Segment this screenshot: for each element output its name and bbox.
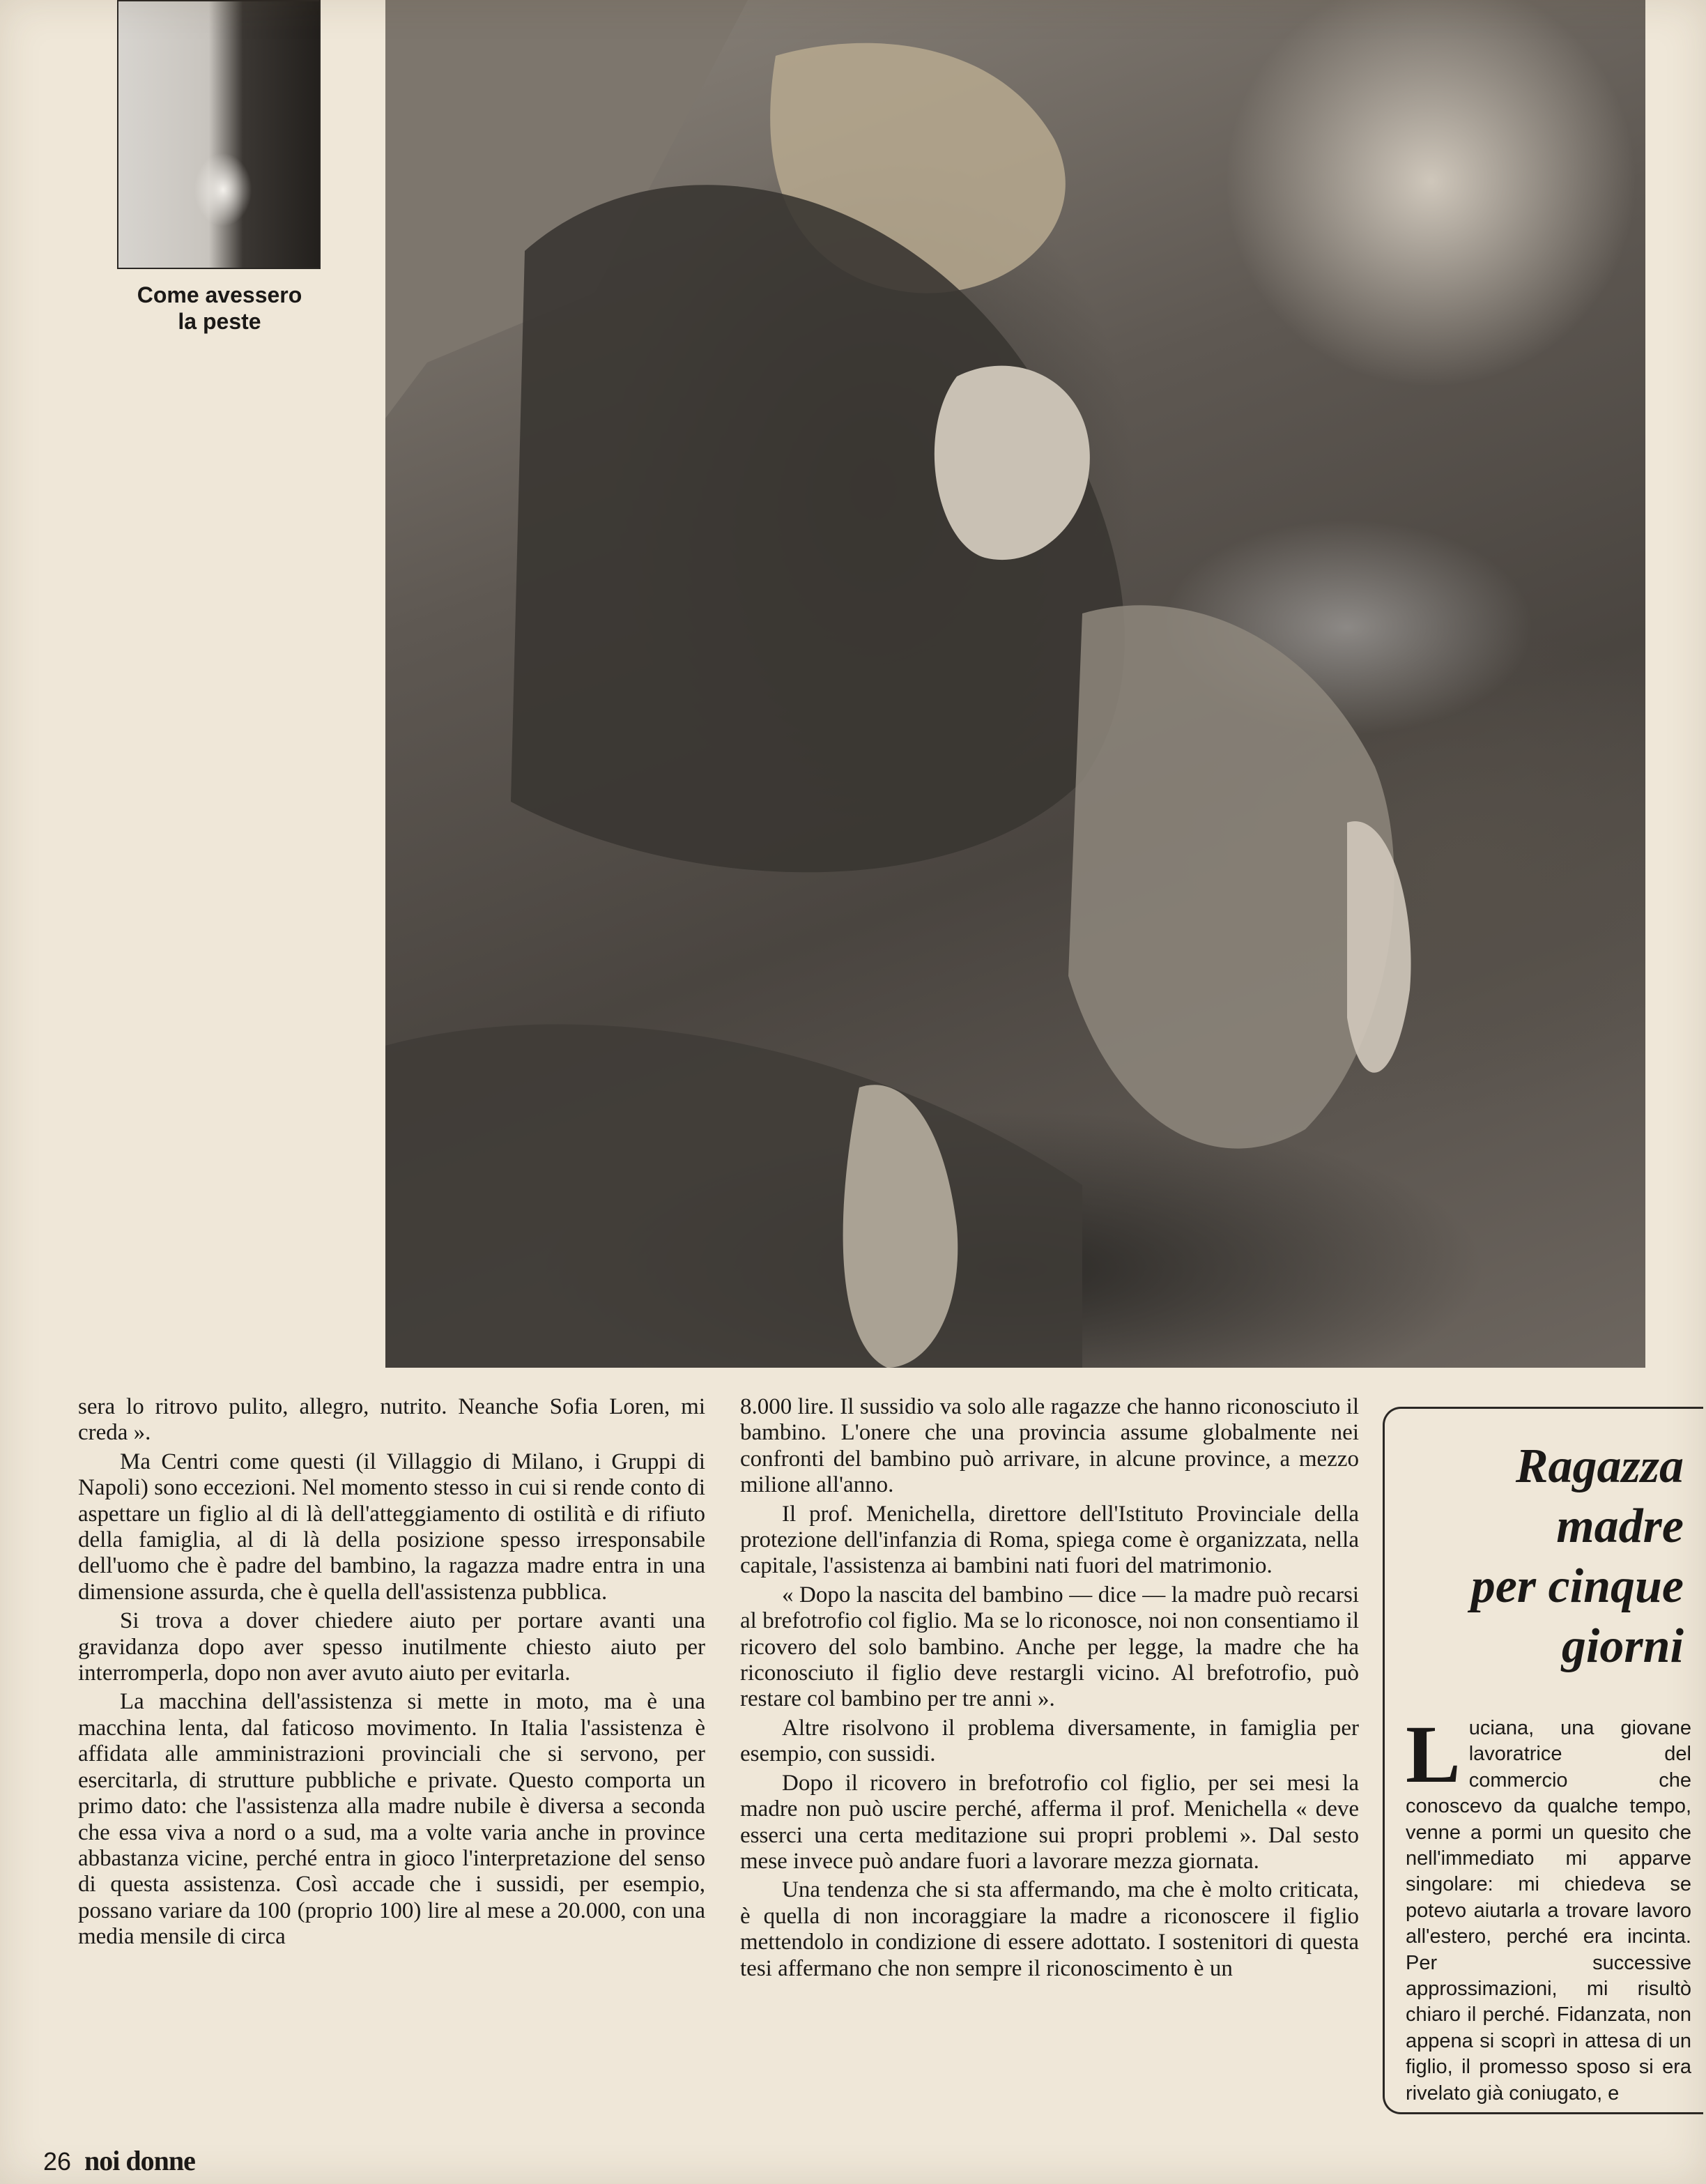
sidebar-body: uciana, una giovane lavoratrice del commercio che conoscevo da qualche tempo, venne a pormi un quesito che nell'immediato mi apparve singolare: mi chiedeva se potevo aiutarla a trovare lavoro all'estero, perché era incinta. Per successive approssimazioni, mi risultò chiaro il perché. Fidanzata, non appena si scoprì in attesa di un figlio, il promesso sposo si era rivelato già coniugato, e [1406, 1717, 1691, 2105]
sidebar-text [1406, 1709, 1691, 2107]
paragraph: Il prof. Menichella, direttore dell'Istituto Provinciale della protezione dell'infanzia di Roma, spiega come è organizzata, nella capitale, l'assistenza ai bambini nati fuori del matrimonio. [740, 1501, 1359, 1579]
magazine-name: noi donne [84, 2145, 195, 2176]
paragraph: Si trova a dover chiedere aiuto per portare avanti una gravidanza dopo aver spesso inutilmente chiesto aiuto per interromperla, dopo non aver avuto aiuto per evitarla. [78, 1608, 705, 1686]
inset-caption-line1: Come avessero [137, 282, 302, 307]
article-column-1 [78, 1394, 705, 1950]
paragraph: Una tendenza che si sta affermando, ma che è molto criticata, è quella di non incoraggiare la madre a riconoscere il figlio mettendolo in condizione di essere adottato. I sostenitori di questa tesi affermano che non sempre il riconoscimento è un [740, 1877, 1359, 1981]
page-number: 26 [43, 2147, 72, 2176]
page-footer [43, 2147, 195, 2176]
inset-caption [105, 282, 335, 335]
paragraph: Dopo il ricovero in brefotrofio col figlio, per sei mesi la madre non può uscire perché, afferma il prof. Menichella « deve esserci una certa meditazione sui propri problemi ». Dal sesto mese invece può andare fuori a lavorare mezza giornata. [740, 1770, 1359, 1874]
sidebar-title-line3: per cinque [1470, 1559, 1684, 1613]
paragraph: sera lo ritrovo pulito, allegro, nutrito. Neanche Sofia Loren, mi creda ». [78, 1394, 705, 1446]
drop-cap: L [1406, 1709, 1461, 1800]
sidebar-title-line2: madre [1556, 1499, 1684, 1553]
sidebar-title-line4: giorni [1561, 1619, 1684, 1673]
paragraph: La macchina dell'assistenza si mette in moto, ma è una macchina lenta, dal faticoso movimento. In Italia l'assistenza è affidata alle amministrazioni provinciali che si servono, per esercitarla, di strutture pubbliche e private. Questo comporta un primo dato: che l'assistenza alla madre nubile è diversa a seconda che essa viva a nord o a sud, ma a volte varia anche in province abbastanza vicine, perché entra in gioco l'interpretazione del senso di questa assistenza. Così accade che i sussidi, per esempio, possano variare da 100 (proprio 100) lire al mese a 20.000, con una media mensile di circa [78, 1689, 705, 1950]
main-photo [385, 0, 1645, 1368]
paragraph: Altre risolvono il problema diversamente, in famiglia per esempio, con sussidi. [740, 1715, 1359, 1767]
article-column-2 [740, 1394, 1359, 1982]
paragraph: Ma Centri come questi (il Villaggio di Milano, i Gruppi di Napoli) sono eccezioni. Nel momento stesso in cui si rende conto di aspettare un figlio al di là dell'atteggiamento di ostilità e di rifiuto della famiglia, al di là della posizione spesso irresponsabile dell'uomo che è padre del bambino, la ragazza madre entra in una dimensione assurda, che è quella dell'assistenza pubblica. [78, 1449, 705, 1605]
inset-photo [117, 0, 321, 269]
inset-caption-line2: la peste [178, 309, 261, 334]
sidebar-title-line1: Ragazza [1515, 1440, 1684, 1493]
sidebar-title [1391, 1437, 1684, 1677]
paragraph: 8.000 lire. Il sussidio va solo alle ragazze che hanno riconosciuto il bambino. L'onere che una provincia assume globalmente nei confronti del bambino può arrivare, in alcune province, a mezzo milione all'anno. [740, 1394, 1359, 1498]
sidebar-box [1383, 1407, 1703, 2114]
paragraph: « Dopo la nascita del bambino — dice — la madre può recarsi al brefotrofio col figlio. Ma se lo riconosce, noi non consentiamo il ricovero del solo bambino. Anche per legge, la madre che ha riconosciuto il figlio deve restargli vicino. Al brefotrofio, può restare col bambino per tre anni ». [740, 1582, 1359, 1712]
photo-shapes [385, 0, 1645, 1368]
